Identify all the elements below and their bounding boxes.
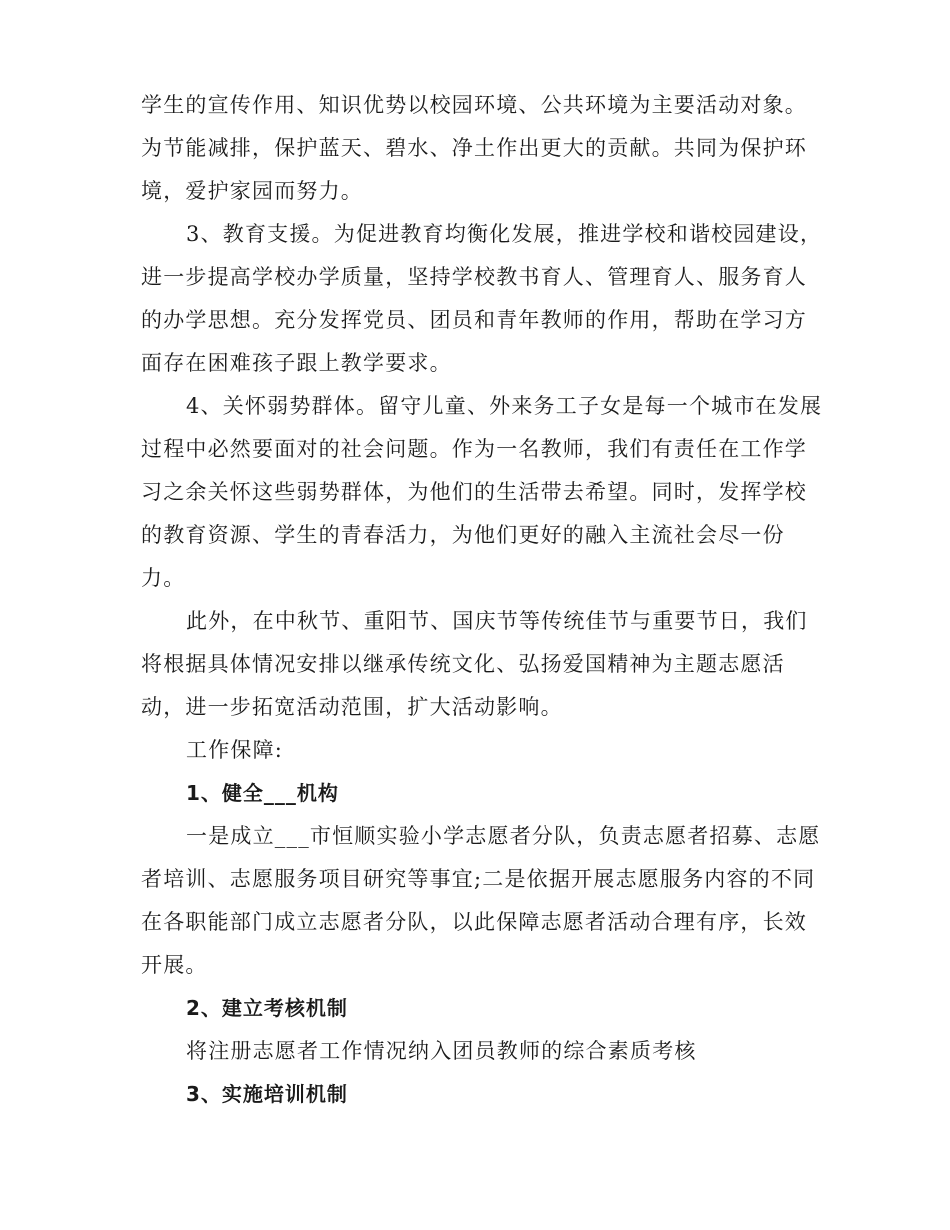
- paragraph-line: 面存在困难孩子跟上教学要求。: [141, 351, 452, 375]
- section-label: 工作保障:: [186, 738, 284, 762]
- section-heading: 2、建立考核机制: [186, 996, 348, 1020]
- paragraph-line: 为节能减排，保护蓝天、碧水、净土作出更大的贡献。共同为保护环: [141, 136, 807, 160]
- paragraph-line: 4、关怀弱势群体。留守儿童、外来务工子女是每一个城市在发展: [186, 394, 823, 418]
- paragraph-line: 此外，在中秋节、重阳节、国庆节等传统佳节与重要节日，我们: [186, 609, 808, 633]
- paragraph-line: 将注册志愿者工作情况纳入团员教师的综合素质考核: [186, 1039, 697, 1063]
- paragraph-line: 一是成立___市恒顺实验小学志愿者分队，负责志愿者招募、志愿: [186, 824, 821, 848]
- paragraph-line: 力。: [141, 566, 186, 590]
- paragraph-line: 境，爱护家园而努力。: [141, 179, 363, 203]
- paragraph-line: 进一步提高学校办学质量，坚持学校教书育人、管理育人、服务育人: [141, 265, 807, 289]
- section-heading: 1、健全___机构: [186, 781, 339, 805]
- section-heading: 3、实施培训机制: [186, 1082, 348, 1106]
- paragraph-line: 者培训、志愿服务项目研究等事宜;二是依据开展志愿服务内容的不同: [141, 867, 816, 891]
- paragraph-line: 的办学思想。充分发挥党员、团员和青年教师的作用，帮助在学习方: [141, 308, 807, 332]
- paragraph-line: 过程中必然要面对的社会问题。作为一名教师，我们有责任在工作学: [141, 437, 807, 461]
- paragraph-line: 开展。: [141, 953, 208, 977]
- paragraph-line: 在各职能部门成立志愿者分队，以此保障志愿者活动合理有序，长效: [141, 910, 807, 934]
- paragraph-line: 习之余关怀这些弱势群体，为他们的生活带去希望。同时，发挥学校: [141, 480, 807, 504]
- paragraph-line: 3、教育支援。为促进教育均衡化发展，推进学校和谐校园建设，: [186, 222, 823, 246]
- paragraph-line: 学生的宣传作用、知识优势以校园环境、公共环境为主要活动对象。: [141, 93, 807, 117]
- paragraph-line: 的教育资源、学生的青春活力，为他们更好的融入主流社会尽一份: [141, 523, 785, 547]
- paragraph-line: 动，进一步拓宽活动范围，扩大活动影响。: [141, 695, 563, 719]
- paragraph-line: 将根据具体情况安排以继承传统文化、弘扬爱国精神为主题志愿活: [141, 652, 785, 676]
